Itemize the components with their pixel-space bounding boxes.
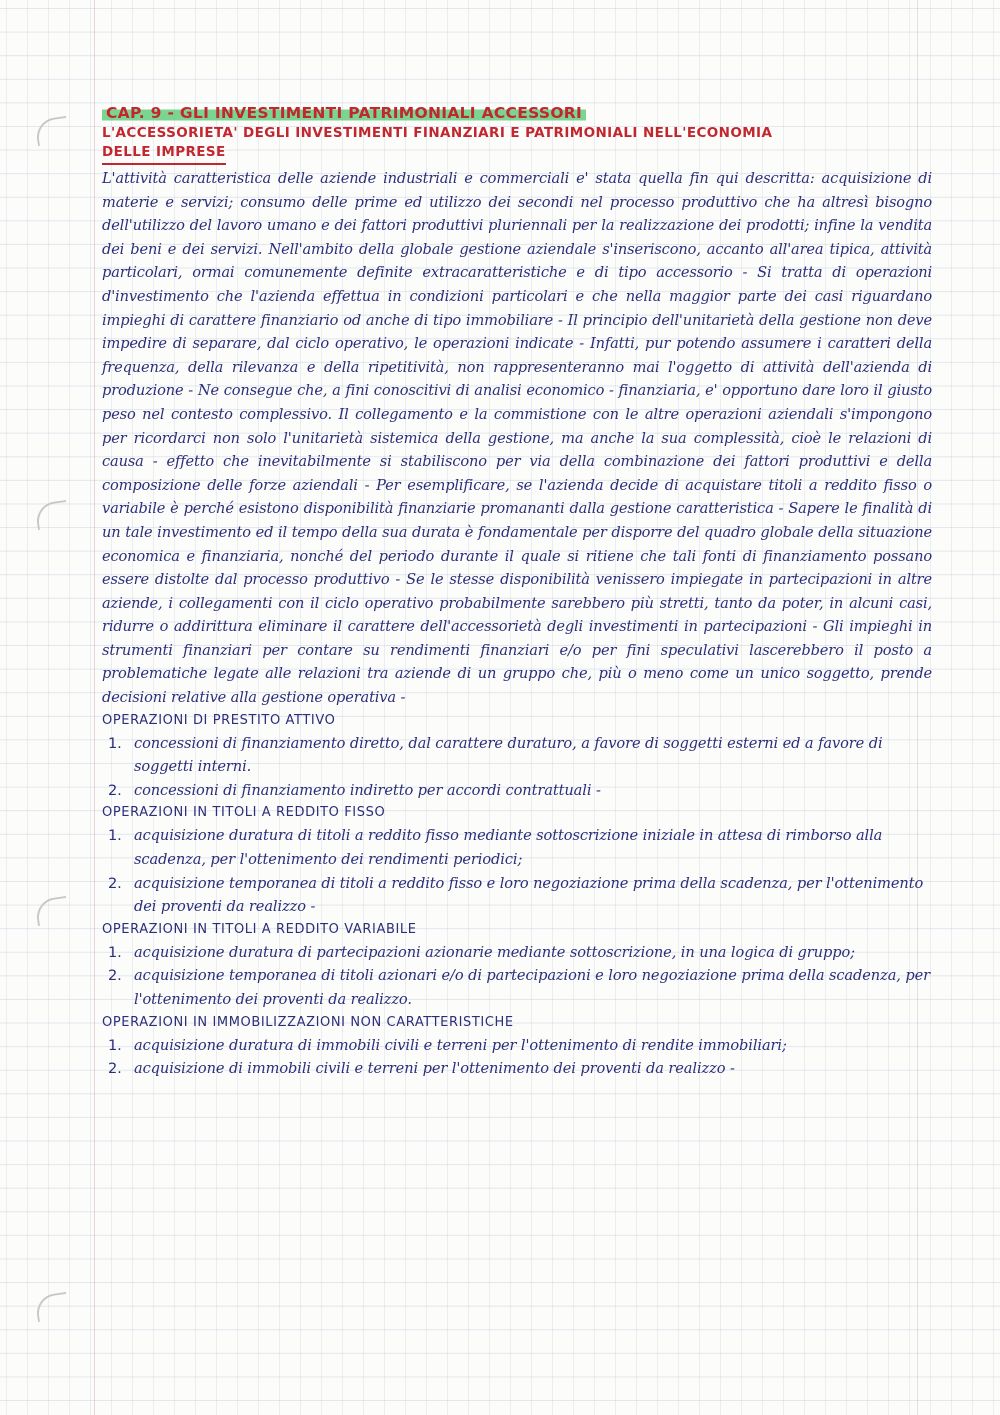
operations-list: [102, 1034, 932, 1081]
section-heading: OPERAZIONI DI PRESTITO ATTIVO: [102, 712, 336, 728]
subtitle-line: L'ACCESSORIETA' DEGLI INVESTIMENTI FINANZIARI E PATRIMONIALI NELL'ECONOMIA: [102, 125, 773, 141]
section-reddito-fisso: [102, 802, 932, 918]
section-heading: OPERAZIONI IN TITOLI A REDDITO VARIABILE: [102, 921, 417, 937]
list-item: 2. acquisizione di immobili civili e terreni per l'ottenimento dei proventi da realizzo -: [108, 1060, 735, 1078]
subtitle-line-continued: DELLE IMPRESE: [102, 143, 226, 165]
chapter-title: CAP. 9 - GLI INVESTIMENTI PATRIMONIALI ACCESSORI: [102, 104, 586, 122]
section-heading: OPERAZIONI IN IMMOBILIZZAZIONI NON CARATTERISTICHE: [102, 1014, 514, 1030]
operations-list: [102, 941, 932, 1012]
binder-hole-icon: [34, 500, 69, 530]
operations-list: [102, 732, 932, 803]
binder-hole-icon: [34, 116, 69, 146]
intro-paragraph: L'attività caratteristica delle aziende industriali e commerciali e' stata quella fin qui descritta: acquisizione di materie e servizi; consumo delle prime ed utilizzo dei secondi nel processo produttivo che ha altresì bisogno dell'utilizzo del lavoro umano e dei fattori produttivi pluriennali per la realizzazione dei prodotti; infine la vendita dei beni e dei servizi. Nell'ambito della globale gestione aziendale s'inseriscono, accanto all'area tipica, attività particolari, ormai comunemente definite extracaratteristiche e di tipo accessorio - Si tratta di operazioni d'investimento che l'azienda effettua in condizioni particolari e che nella maggior parte dei casi riguardano impieghi di carattere finanziario od anche di tipo immobiliare - Il principio dell'unitarietà della gestione non deve impedire di separare, dal ciclo operativo, le operazioni indicate - Infatti, pur potendo assumere i caratteri della frequenza, della rilevanza e della ripetitività, non rappresenteranno mai l'oggetto di attività dell'azienda di produzione - Ne consegue che, a fini conoscitivi di analisi economico - finanziaria, e' opportuno dare loro il giusto peso nel contesto complessivo. Il collegamento e la commistione con le altre operazioni aziendali s'impongono per ricordarci non solo l'unitarietà sistemica della gestione, ma anche la sua complessità, cioè le relazioni di causa - effetto che inevitabilmente si stabiliscono per via della combinazione dei fattori produttivi e della composizione delle forze aziendali - Per esemplificare, se l'azienda decide di acquistare titoli a reddito fisso o variabile è perché esistono disponibilità finanziarie promananti dalla gestione caratteristica - Sapere le finalità di un tale investimento ed il tempo della sua durata è fondamentale per disporre del quadro globale della situazione economica e finanziaria, nonché del periodo durante il quale si ritiene che tali fonti di finanziamento possano essere distolte dal processo produttivo - Se le stesse disponibilità venissero impiegate in partecipazioni in altre aziende, i collegamenti con il ciclo operativo probabilmente sarebbero più stretti, tanto da poter, in alcuni casi, ridurre o addirittura eliminare il carattere dell'accessorietà degli investimenti in partecipazioni - Gli impieghi in strumenti finanziari per contare su rendimenti finanziari e/o per fini speculativi lascerebbero il posto a problematiche legate alle relazioni tra aziende di un gruppo che, più o meno come un unico soggetto, prende decisioni relative alla gestione operativa -: [102, 170, 932, 707]
list-item: 1. concessioni di finanziamento diretto, dal carattere duraturo, a favore di soggetti esterni ed a favore di soggetti interni.: [108, 734, 883, 776]
list-item: 1. acquisizione duratura di titoli a reddito fisso mediante sottoscrizione iniziale in attesa di rimborso alla scadenza, per l'ottenimento dei rendimenti periodici;: [108, 827, 883, 869]
operations-list: [102, 824, 932, 918]
list-item: 2. concessioni di finanziamento indiretto per accordi contrattuali -: [108, 781, 601, 799]
section-reddito-variabile: [102, 919, 932, 1012]
binder-hole-icon: [34, 1292, 69, 1322]
section-heading: OPERAZIONI IN TITOLI A REDDITO FISSO: [102, 805, 386, 821]
list-item: 2. acquisizione temporanea di titoli a reddito fisso e loro negoziazione prima della scadenza, per l'ottenimento dei proventi da realizzo -: [108, 874, 924, 916]
section-immobilizzazioni: [102, 1012, 932, 1081]
list-item: 1. acquisizione duratura di partecipazioni azionarie mediante sottoscrizione, in una logica di gruppo;: [108, 943, 855, 961]
handwritten-notes: [102, 103, 932, 1081]
binder-hole-icon: [34, 896, 69, 926]
list-item: 1. acquisizione duratura di immobili civili e terreni per l'ottenimento di rendite immobiliari;: [108, 1036, 787, 1054]
section-prestito-attivo: [102, 710, 932, 803]
section-subtitle: [102, 124, 932, 165]
list-item: 2. acquisizione temporanea di titoli azionari e/o di partecipazioni e loro negoziazione prima della scadenza, per l'ottenimento dei proventi da realizzo.: [108, 967, 931, 1008]
margin-line: [94, 0, 95, 1415]
